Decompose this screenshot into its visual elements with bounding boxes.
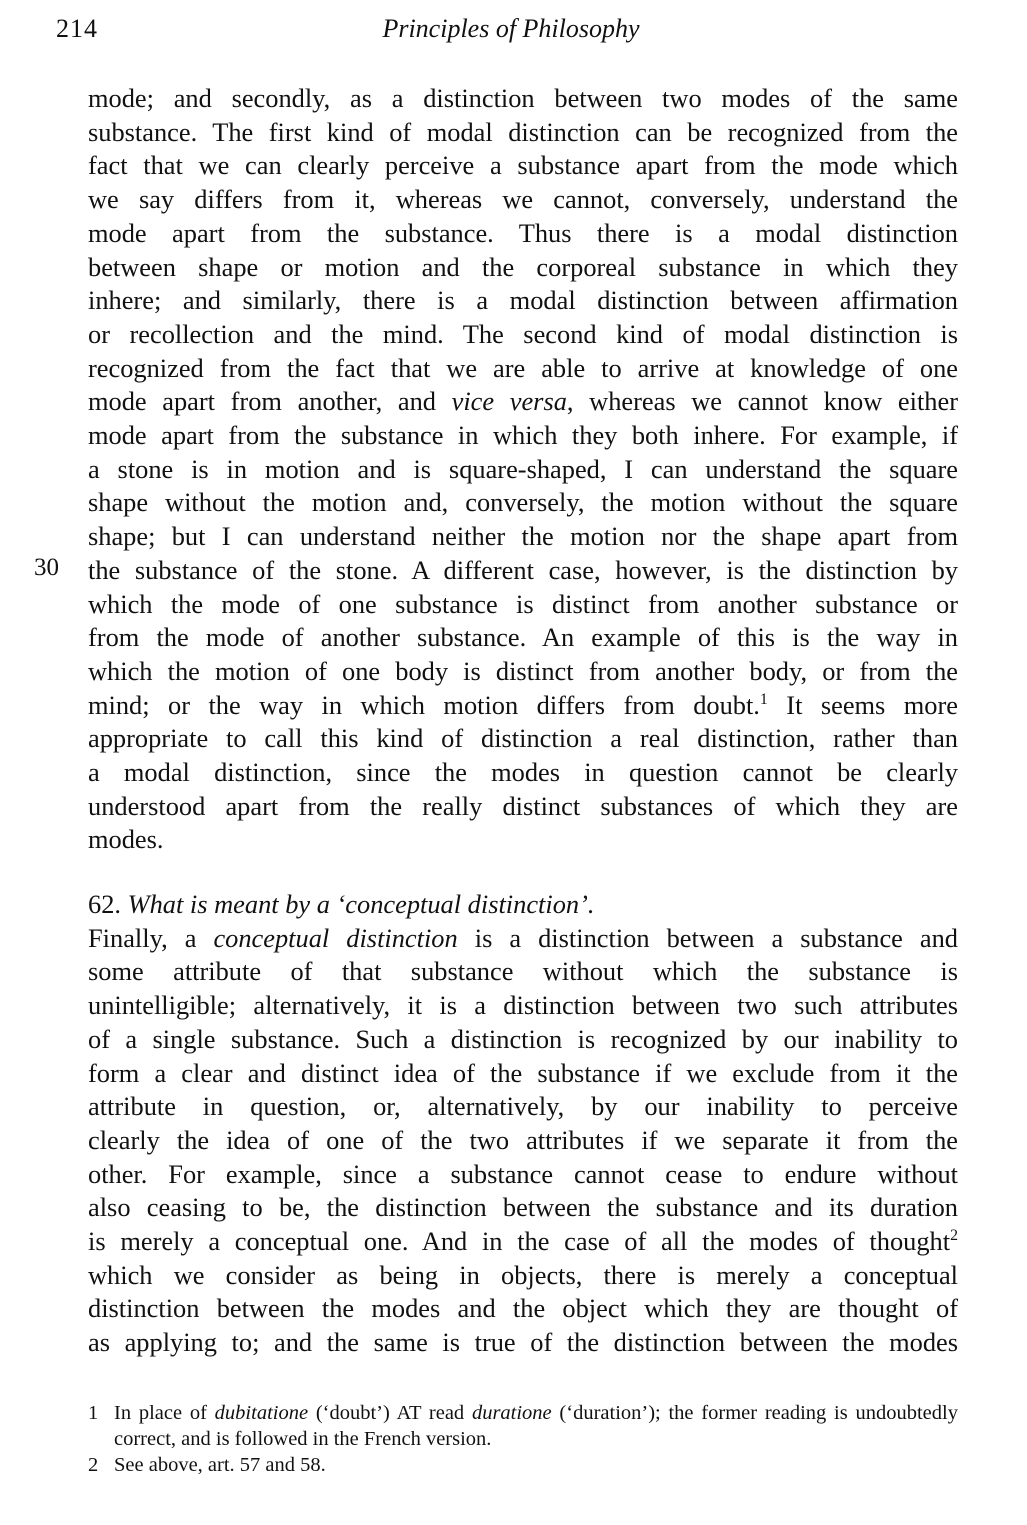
text-line: the substance of the stone. A different case, however, is the distinction by xyxy=(88,554,958,585)
text-line: of a single substance. Such a distinction is recognized by our inability to xyxy=(88,1023,958,1054)
paragraph-modal-distinction xyxy=(88,82,958,857)
footnote-text: See above, art. 57 and 58. xyxy=(114,1454,326,1476)
text-line: between shape or motion and the corporeal substance in which they xyxy=(88,251,958,282)
text-line: recognized from the fact that we are able to arrive at knowledge of one xyxy=(88,352,958,383)
footnote-text: (‘duration’); the former reading is undoubtedly correct, and is followed in the French version. xyxy=(114,1402,958,1450)
footnote-number: 2 xyxy=(88,1454,99,1476)
page-header xyxy=(56,14,966,50)
section-title: What is meant by a ‘conceptual distinction’. xyxy=(127,889,595,919)
line-text: mode apart from another, and xyxy=(88,386,452,417)
text-line: mode; and secondly, as a distinction between two modes of the same xyxy=(88,83,958,113)
text-line: form a clear and distinct idea of the substance if we exclude from it the xyxy=(88,1057,958,1088)
text-line: understood apart from the really distinct substances of which they are xyxy=(88,790,958,821)
running-title: Principles of Philosophy xyxy=(382,14,640,43)
footnote-ref: 1 xyxy=(759,690,768,708)
text-line: other. For example, since a substance cannot cease to endure without xyxy=(88,1158,958,1189)
text-line: shape without the motion and, conversely, the motion without the square xyxy=(88,487,958,518)
text-line: unintelligible; alternatively, it is a distinction between two such attributes xyxy=(88,990,958,1021)
emphasis: vice versa xyxy=(451,386,567,417)
text-line: which the mode of one substance is distinct from another substance or xyxy=(88,588,958,619)
text-line: clearly the idea of one of the two attributes if we separate it from the xyxy=(88,1124,958,1155)
text-line: which the motion of one body is distinct from another body, or from the xyxy=(88,655,958,686)
text-line: appropriate to call this kind of distinction a real distinction, rather than xyxy=(88,723,958,754)
text-line: as applying to; and the same is true of the distinction between the modes xyxy=(88,1327,958,1358)
text-line xyxy=(88,1225,958,1259)
text-line xyxy=(88,922,958,956)
text-line: mode apart from the substance in which they both inhere. For example, if xyxy=(88,420,958,451)
text-line: substance. The first kind of modal distinction can be recognized from the xyxy=(88,116,958,147)
footnote xyxy=(88,1400,958,1452)
page-number: 214 xyxy=(56,14,98,43)
text-line: or recollection and the mind. The second kind of modal distinction is xyxy=(88,318,958,349)
text-line: a modal distinction, since the modes in question cannot be clearly xyxy=(88,757,958,788)
text-line: shape; but I can understand neither the motion nor the shape apart from xyxy=(88,521,958,552)
footnotes xyxy=(88,1400,958,1478)
footnote-text: In place of xyxy=(114,1402,215,1424)
text-line: inhere; and similarly, there is a modal distinction between affirmation xyxy=(88,285,958,316)
text-line: attribute in question, or, alternatively, by our inability to perceive xyxy=(88,1091,958,1122)
emphasis: conceptual distinction xyxy=(213,922,458,953)
text-line: fact that we can clearly perceive a substance apart from the mode which xyxy=(88,150,958,181)
section-heading xyxy=(88,888,958,922)
text-line: some attribute of that substance without which the substance is xyxy=(88,956,958,987)
footnote-emphasis: dubitatione xyxy=(214,1402,309,1424)
text-line: distinction between the modes and the object which they are thought of xyxy=(88,1293,958,1324)
line-text: It seems more xyxy=(767,689,958,720)
footnote-ref: 2 xyxy=(950,1227,958,1245)
line-text: is a distinction between a substance and xyxy=(457,922,959,953)
footnote xyxy=(88,1452,958,1478)
footnote-text: (‘doubt’) AT read xyxy=(308,1402,472,1424)
text-line: a stone is in motion and is square-shaped, I can understand the square xyxy=(88,453,958,484)
text-line xyxy=(88,689,958,723)
section-62 xyxy=(88,888,958,1360)
line-text: Finally, a xyxy=(88,922,214,953)
text-line: mode apart from the substance. Thus there is a modal distinction xyxy=(88,217,958,248)
line-text: mind; or the way in which motion differs from doubt. xyxy=(88,689,760,720)
text-line: also ceasing to be, the distinction between the substance and its duration xyxy=(88,1192,958,1223)
margin-line-number: 30 xyxy=(34,554,59,581)
footnote-emphasis: duratione xyxy=(471,1402,552,1424)
text-line xyxy=(88,385,958,419)
text-line: we say differs from it, whereas we cannot, conversely, understand the xyxy=(88,184,958,215)
line-text: , whereas we cannot know either xyxy=(566,386,958,417)
text-line: from the mode of another substance. An example of this is the way in xyxy=(88,622,958,653)
section-number: 62. xyxy=(88,889,121,919)
text-line: modes. xyxy=(88,824,164,855)
paragraph-conceptual-distinction xyxy=(88,922,958,1360)
footnote-number: 1 xyxy=(88,1402,99,1424)
text-line: which we consider as being in objects, there is merely a conceptual xyxy=(88,1259,958,1290)
line-text: is merely a conceptual one. And in the case of all the modes of thought xyxy=(88,1226,951,1257)
